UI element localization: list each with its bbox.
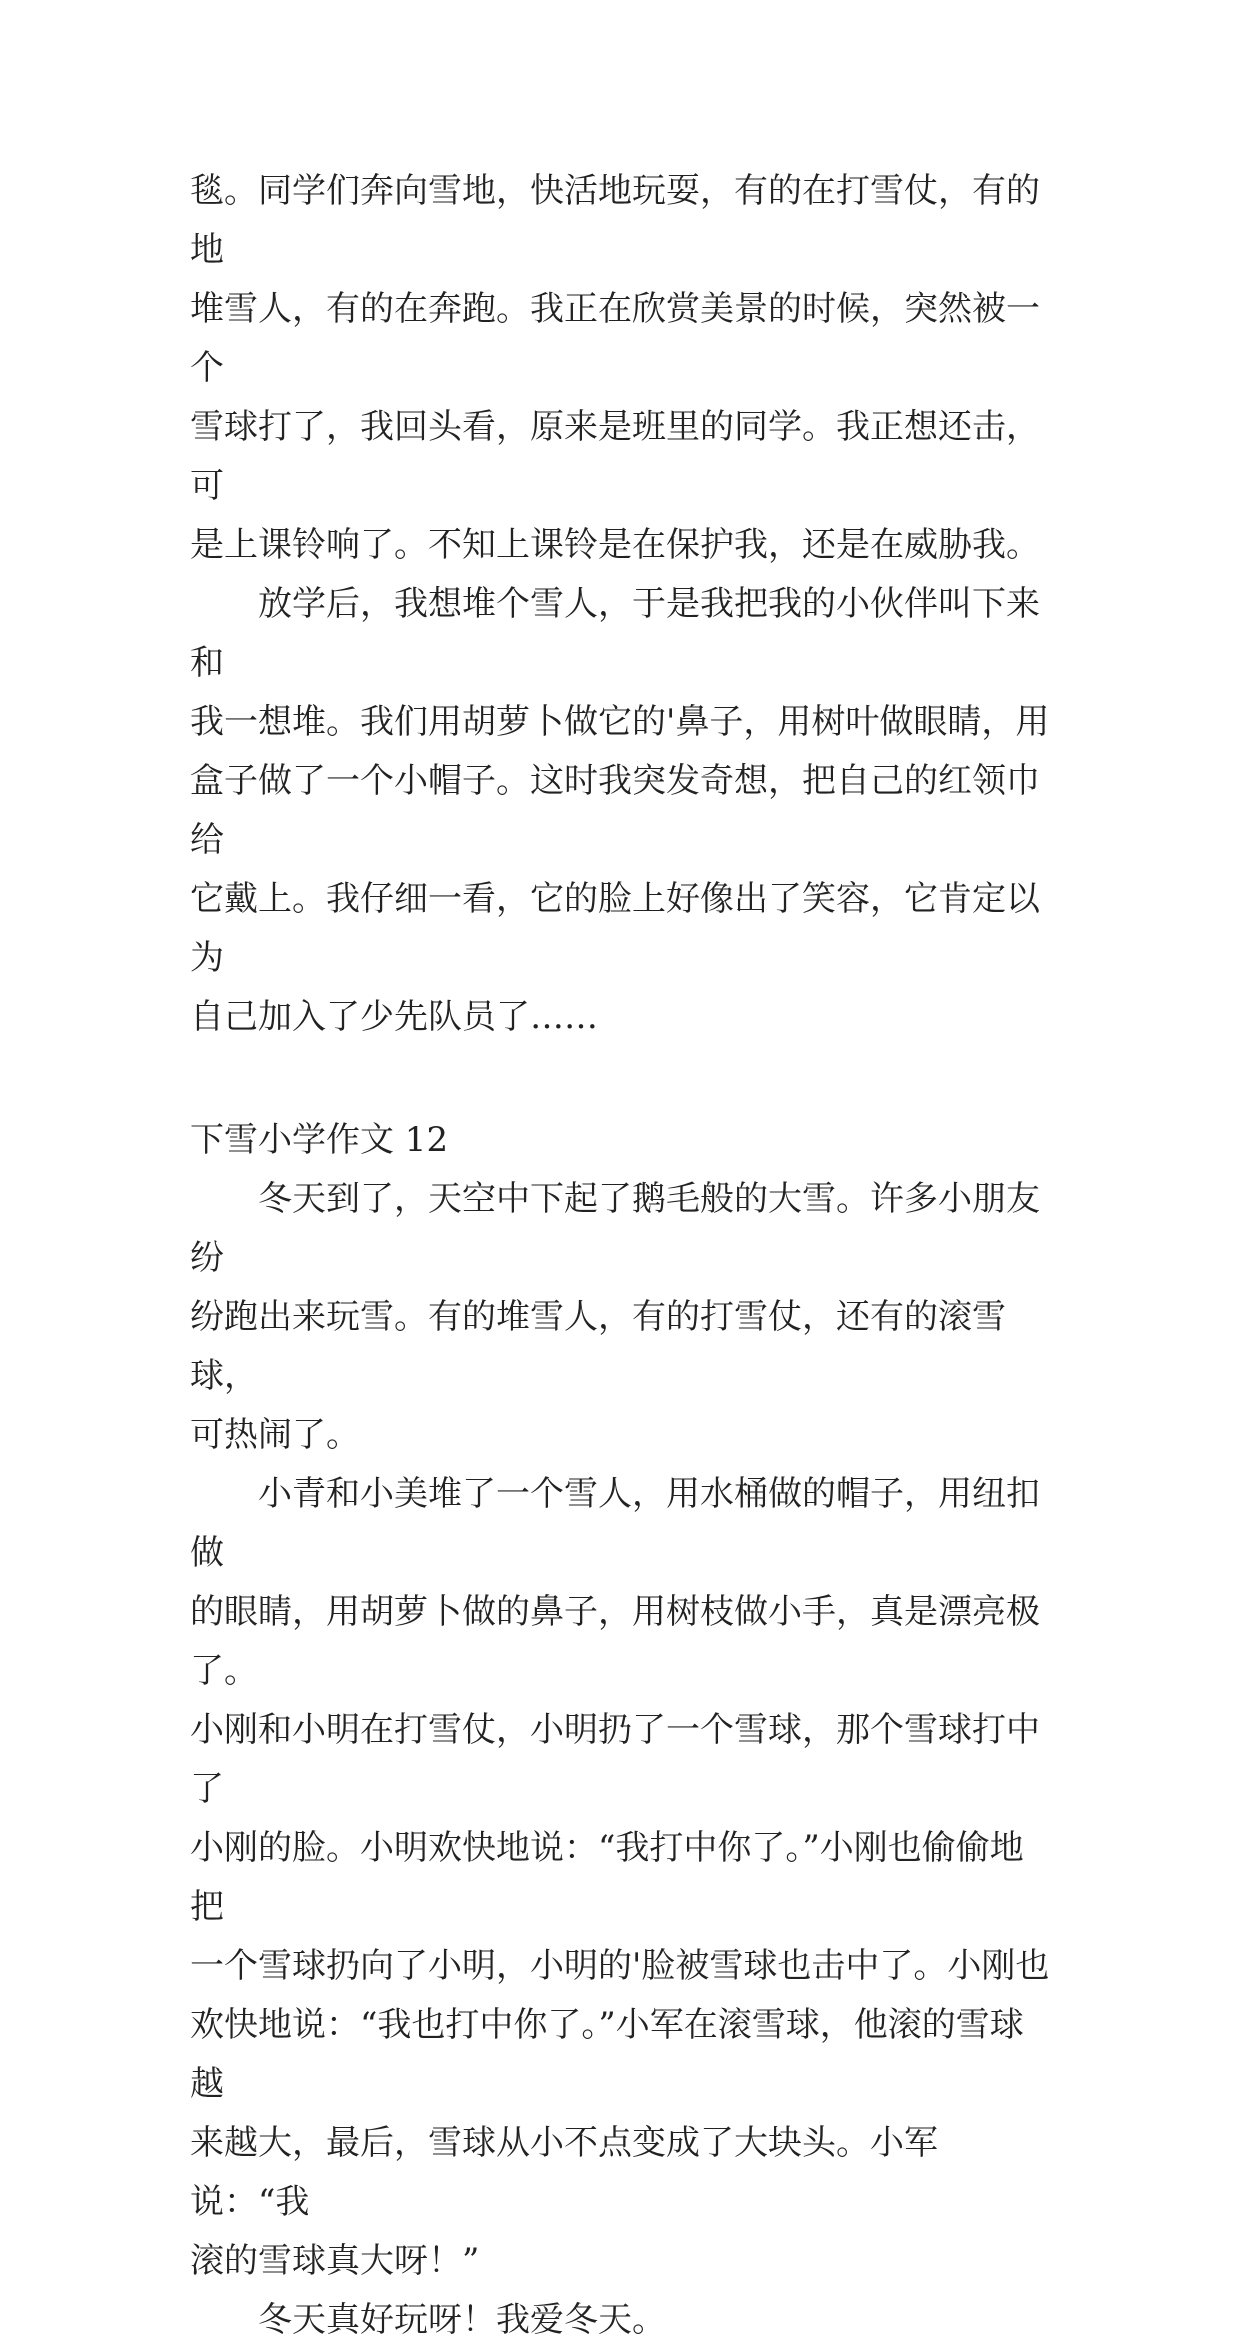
text-line: 可热闹了。 xyxy=(190,1415,360,1455)
text-line: 它戴上。我仔细一看，它的脸上好像出了笑容，它肯定以为 xyxy=(190,879,1040,978)
document-body xyxy=(190,162,1050,2350)
text-line: 一个雪球扔向了小明，小明的'脸被雪球也击中了。小刚也 xyxy=(190,1946,1050,1986)
text-line: 雪球打了，我回头看，原来是班里的同学。我正想还击，可 xyxy=(190,407,1040,506)
paragraph-2 xyxy=(190,575,1050,1047)
text-line: 滚的雪球真大呀！” xyxy=(190,2241,480,2281)
text-line: 冬天到了，天空中下起了鹅毛般的大雪。许多小朋友纷 xyxy=(190,1179,1040,1278)
text-line: 堆雪人，有的在奔跑。我正在欣赏美景的时候，突然被一个 xyxy=(190,289,1040,388)
text-line: 是上课铃响了。不知上课铃是在保护我，还是在威胁我。 xyxy=(190,525,1040,565)
paragraph-4 xyxy=(190,1465,1050,2291)
text-line: 纷跑出来玩雪。有的堆雪人，有的打雪仗，还有的滚雪球， xyxy=(190,1297,1006,1396)
paragraph-5 xyxy=(190,2291,1050,2350)
essay-heading: 下雪小学作文 12 xyxy=(190,1120,449,1160)
paragraph-1 xyxy=(190,162,1050,575)
text-line: 小青和小美堆了一个雪人，用水桶做的帽子，用纽扣做 xyxy=(190,1474,1040,1573)
text-line: 小刚和小明在打雪仗，小明扔了一个雪球，那个雪球打中了 xyxy=(190,1710,1040,1809)
text-line: 毯。同学们奔向雪地，快活地玩耍，有的在打雪仗，有的地 xyxy=(190,171,1040,270)
text-line: 自己加入了少先队员了…… xyxy=(190,997,598,1037)
text-line: 欢快地说：“我也打中你了。”小军在滚雪球，他滚的雪球越 xyxy=(190,2005,1024,2104)
text-line: 盒子做了一个小帽子。这时我突发奇想，把自己的红领巾给 xyxy=(190,761,1040,860)
text-line: 来越大，最后，雪球从小不点变成了大块头。小军说：“我 xyxy=(190,2123,938,2222)
text-line: 冬天真好玩呀！我爱冬天。 xyxy=(258,2300,666,2340)
text-line: 的眼睛，用胡萝卜做的鼻子，用树枝做小手，真是漂亮极了。 xyxy=(190,1592,1040,1691)
text-line: 放学后，我想堆个雪人，于是我把我的小伙伴叫下来和 xyxy=(190,584,1040,683)
text-line: 我一想堆。我们用胡萝卜做它的'鼻子，用树叶做眼睛，用 xyxy=(190,702,1050,742)
paragraph-3 xyxy=(190,1170,1050,1465)
text-line: 小刚的脸。小明欢快地说：“我打中你了。”小刚也偷偷地把 xyxy=(190,1828,1024,1927)
